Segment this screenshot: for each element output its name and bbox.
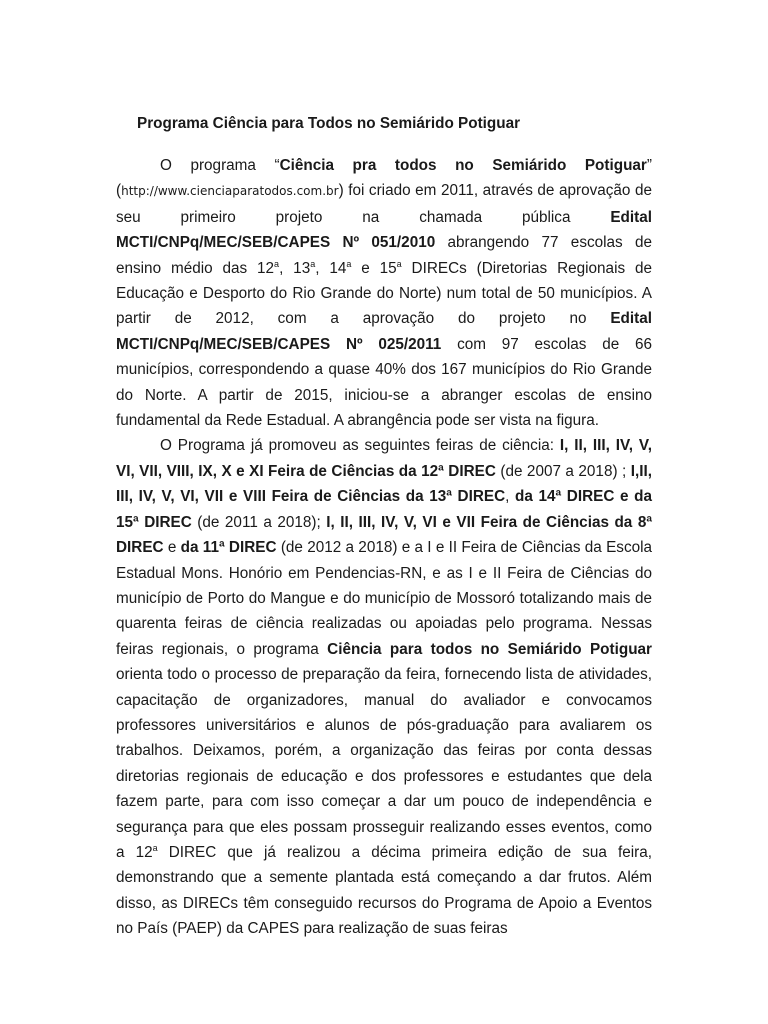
bold-text: da 11ª DIREC	[180, 539, 277, 557]
paragraph	[116, 153, 652, 433]
document-body	[116, 153, 652, 942]
superscript: a	[346, 258, 352, 269]
text-run: (de 2011 a 2018);	[191, 513, 327, 531]
text-run: e 15	[351, 259, 397, 277]
bold-text: I, II, III, IV, V, VI e VII Feira de Ciências da 8ª DIREC	[116, 513, 652, 557]
superscript: a	[396, 258, 402, 269]
bold-text: Edital MCTI/CNPq/MEC/SEB/CAPES Nº 025/2011	[116, 310, 652, 353]
text-run: O programa “	[160, 157, 280, 174]
bold-text: Ciência pra todos no Semiárido Potiguar	[279, 157, 647, 174]
paragraph	[116, 433, 652, 941]
text-run: ” (	[116, 157, 652, 200]
text-run: O Programa já promoveu as seguintes feiras de ciência:	[160, 437, 560, 455]
website-link[interactable]: http://www.cienciaparatodos.com.br	[121, 184, 339, 199]
text-run: com 97 escolas de 66 municípios, correspondendo a quase 40% dos 167 municípios do Rio Grande do Norte. A partir de 2015, iniciou-se a abranger escolas de ensino fundamental da Rede Estadual. A abrangência pode ser vista na figura.	[116, 335, 652, 430]
superscript: a	[274, 258, 280, 269]
bold-text: da 14ª DIREC e da 15ª DIREC	[116, 488, 653, 531]
bold-text: Ciência para todos no Semiárido Potiguar	[327, 640, 652, 658]
bold-text: I,II, III, IV, V, VI, VII e VIII Feira de Ciências da 13ª DIREC	[116, 462, 652, 506]
text-run: , 13	[279, 259, 311, 277]
document-title: Programa Ciência para Todos no Semiárido Potiguar	[137, 115, 521, 132]
text-run: (de 2007 a 2018) ;	[495, 462, 631, 480]
text-run: ,	[505, 488, 516, 506]
text-run: , 14	[315, 259, 347, 277]
text-run: e	[163, 539, 181, 557]
text-run: DIREC que já realizou a décima primeira edição de sua feira, demonstrando que a semente plantada está começando a dar frutos. Além disso, as DIRECs têm conseguido recursos do Programa de Apoio a Eventos no País (PAEP) da CAPES para realização de suas feiras	[116, 843, 652, 938]
text-run: orienta todo o processo de preparação da feira, fornecendo lista de atividades, capacitação de organizadores, manual do avaliador e convocamos professores universitários e alunos de pós-graduação para avaliarem os trabalhos. Deixamos, porém, a organização das feiras por conta dessas diretorias regionais de educação e dos professores e estudantes que dela fazem parte, para com isso começar a dar um pouco de independência e segurança para que eles possam prosseguir realizando esses eventos, como a 12	[116, 666, 652, 861]
text-run: (de 2012 a 2018) e a I e II Feira de Ciências da Escola Estadual Mons. Honório em Pendencias-RN, e as I e II Feira de Ciências do município de Porto do Mangue e do município de Mossoró totalizando mais de quarenta feiras de ciência realizadas ou apoiadas pelo programa. Nessas feiras regionais, o programa	[116, 539, 653, 658]
bold-text: Edital MCTI/CNPq/MEC/SEB/CAPES Nº 051/2010	[116, 208, 652, 252]
superscript: a	[152, 842, 158, 853]
text-run: DIRECs (Diretorias Regionais de Educação e Desporto do Rio Grande do Norte) num total de 50 municípios. A partir de 2012, com a aprovação do projeto no	[116, 259, 652, 328]
superscript: a	[310, 258, 316, 269]
text-run: ) foi criado em 2011, através de aprovação de seu primeiro projeto na chamada pública	[116, 182, 652, 226]
text-run: abrangendo 77 escolas de ensino médio das 12	[116, 234, 652, 277]
bold-text: I, II, III, IV, V, VI, VII, VIII, IX, X e XI Feira de Ciências da 12ª DIREC	[116, 437, 652, 480]
